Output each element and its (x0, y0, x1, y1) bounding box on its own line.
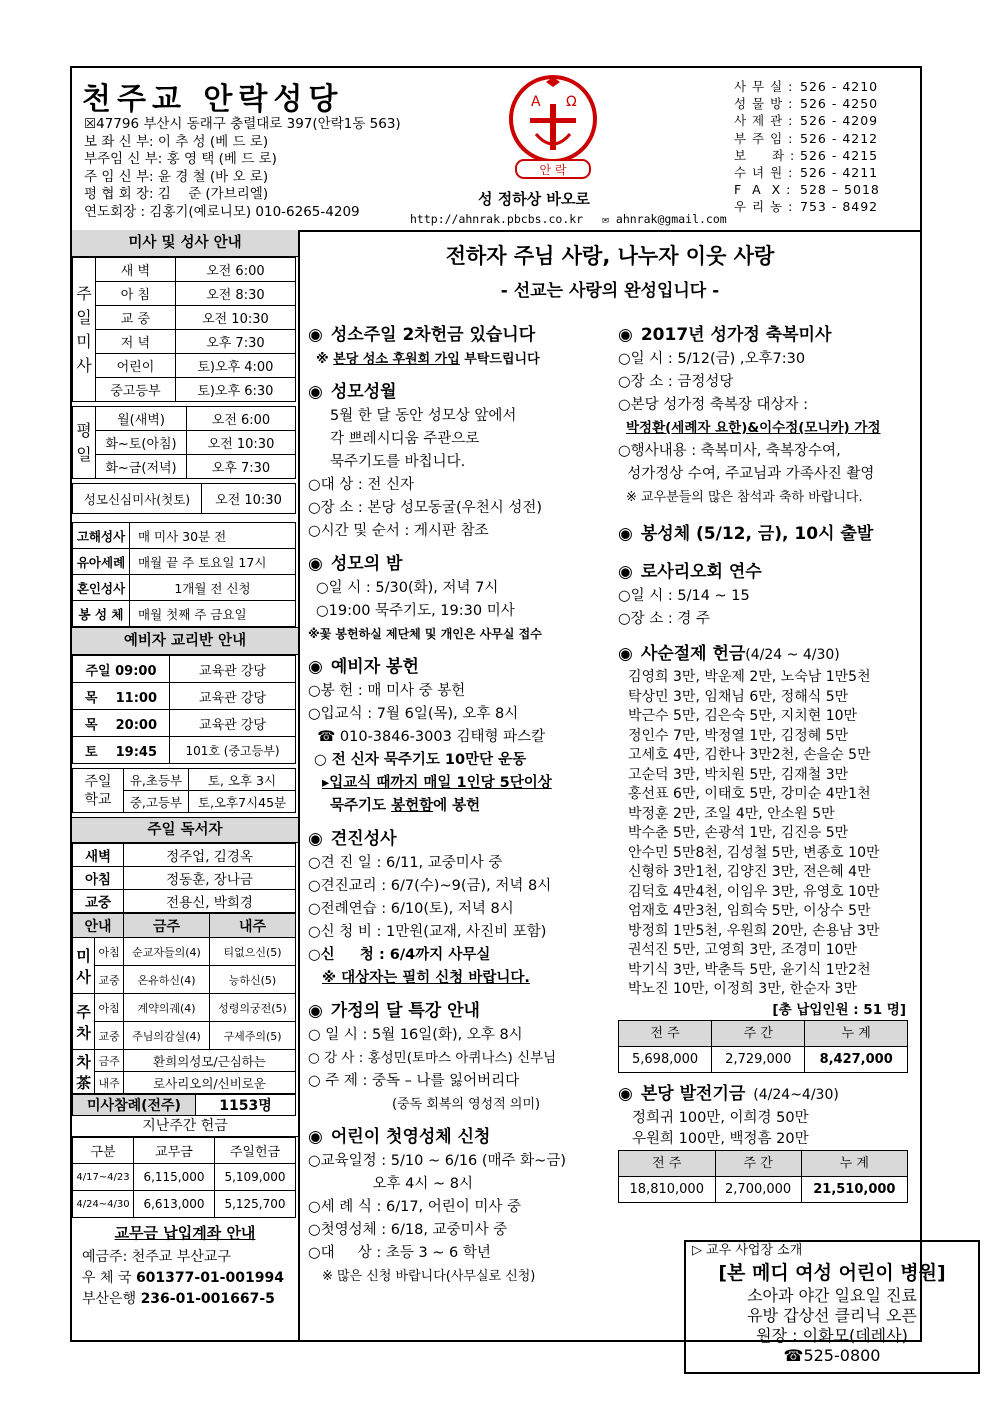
mass-name: 성모신심미사(첫토) (73, 484, 202, 514)
bulletin-header (72, 68, 920, 232)
mass-time: 오전 6:00 (187, 407, 296, 431)
catechumen-head: 예비자 교리반 안내 (72, 627, 298, 655)
phone-row: 사 제 관 : 526 - 4209 (734, 113, 879, 129)
phone-row: 우 리 농 : 753 - 8492 (734, 199, 879, 215)
readers-head: 주일 독서자 (72, 817, 298, 843)
staff-line: 주 임 신 부: 윤 경 철 (바 오 로) (84, 168, 269, 185)
offering-table: 구분 교무금 주일헌금 4/17~4/23 6,115,000 5,109,000 4/24~4/30 6,613,000 5,125,700 (72, 1137, 296, 1218)
mass-time: 오후 7:30 (187, 455, 296, 479)
section-heading: ◉ 성모의 밤 (308, 554, 403, 574)
mass-time: 토)오후 6:30 (175, 378, 295, 402)
bullet-icon: ◉ (308, 829, 323, 849)
mass-time: 오전 10:30 (187, 431, 296, 455)
page-title: 전하자 주님 사랑, 나누자 이웃 사랑 (445, 244, 775, 268)
sunday-school-table: 주일 학교 유,초등부 토, 오후 3시 중,고등부 토,오후7시45분 (72, 768, 296, 813)
section-heading: ◉ 가정의 달 특강 안내 (308, 1001, 480, 1021)
mass-name: 어린이 (96, 354, 176, 378)
phone-row: 부 주 임 : 526 - 4212 (734, 130, 879, 146)
mass-name: 저 녁 (96, 330, 176, 354)
news-column-left: ◉ 성소주일 2차헌금 있습니다 ※ 본당 성소 후원회 가입 부탁드립니다 ◉ 성모성월 5월 한 달 동안 성모상 앞에서 각 쁘레시디움 주관으로 묵주기도를 바칩니다. ○대 상 : 전 신자 ○장 소 : 본당 성모동굴(우천시 성전) ○시간 및 순서 : 게시판 참조 ◉ 성모의 밤 ○일 시 : 5/30(화), 저녁 7시 ○19:00 묵주기도, 19:30 미사 ※꽃 봉헌하실 제단체 및 개인은 사무실 접수 ◉ 예비자 봉헌 ○봉 헌 : 매 미사 중 봉헌 ○입교식 : 7월 6일(목), 오후 8시 ☎ 010-3846-3003 김태형 파스칼 ○ 전 신자 묵주기도 10만단 운동 ▸입교식 때까지 매일 1인당 5단이상 묵주기도 봉헌함에 봉헌 ◉ 견진성사 ○견 진 일 : 6/11, 교중미사 중 ○견진교리 : 6/7(수)~9(금), 저녁 8시 ○전례연습 : 6/10(토), 저녁 8시 ○신 청 비 : 1만원(교재, 사진비 포함) ○신 청 : 6/4까지 사무실 ※ 대상자는 필히 신청 바랍니다. ◉ 가정의 달 특강 안내 ○ 일 시 : 5월 16일(화), 오후 8시 ○ 강 사 : 홍성민(토마스 아퀴나스) 신부님 ○ 주 제 : 중독 – 나를 잃어버리다 (중독 회복의 영성적 의미) ◉ 어린이 첫영성체 신청 ○교육일정 : 5/10 ~ 6/16 (매주 화~금) 오후 4시 ~ 8시 ○세 례 식 : 6/17, 어린이 미사 중 ○첫영성체 : 6/18, 교중미사 중 ○대 상 : 초등 3 ~ 6 학년 ※ 많은 신청 바랍니다(사무실로 신청) (308, 314, 608, 1288)
weekday-label: 평 일 (73, 407, 96, 479)
logo-text: 안 락 (539, 163, 567, 177)
section-heading: ◉ 예비자 봉헌 (308, 657, 419, 677)
contact-line (410, 212, 727, 226)
address: ☒47796 부산시 동래구 충렬대로 397(안락1동 563) (84, 116, 401, 132)
svg-text:A: A (531, 94, 541, 110)
left-sidebar (72, 230, 300, 1342)
first-saturday-table (72, 483, 296, 514)
bullet-icon: ◉ (618, 325, 633, 345)
phone-directory (734, 78, 880, 216)
bullet-icon: ◉ (308, 382, 323, 402)
bullet-icon: ◉ (618, 644, 633, 664)
sunday-mass-table (72, 257, 296, 402)
patron-saint: 성 정하상 바오로 (478, 190, 590, 208)
bullet-icon: ◉ (308, 325, 323, 345)
offering-head: 지난주간 헌금 (72, 1116, 298, 1137)
lent-offering-summary: 전 주 주 간 누 계 5,698,000 2,729,000 8,427,000 (618, 1020, 908, 1073)
section-heading: ◉ 2017년 성가정 축복미사 (618, 325, 832, 345)
section-heading: ◉ 어린이 첫영성체 신청 (308, 1127, 491, 1147)
attendance-table: 미사참례(전주) 1153명 (72, 1094, 296, 1116)
business-ad-box: ▷ 교우 사업장 소개 [본 메디 여성 어린이 병원] 소아과 야간 일요일 진료 유방 갑상선 클리닉 오픈 원장 : 이화모(데레사) ☎525-0800 (684, 1240, 980, 1374)
mass-time: 오전 6:00 (175, 258, 295, 282)
mass-time: 토)오후 4:00 (175, 354, 295, 378)
readers-table: 새벽 정주업, 김경옥 아침 정동훈, 장나금 교중 전용신, 박희경 (72, 843, 296, 913)
mass-name: 아 침 (96, 282, 176, 306)
sacrament-table: 고해성사 매 미사 30분 전 유아세례 매월 끝 주 토요일 17시 혼인성사 1개월 전 신청 봉 성 체 매월 첫째 주 금요일 (72, 522, 296, 627)
mass-time: 오전 10:30 (175, 306, 295, 330)
section-heading: ◉ 사순절제 헌금(4/24 ~ 4/30) (618, 644, 840, 664)
website-link[interactable]: http://ahnrak.pbcbs.co.kr (410, 212, 584, 226)
mass-schedule-head: 미사 및 성사 안내 (72, 230, 298, 257)
weekday-mass-table (72, 406, 296, 479)
page-subtitle: - 선교는 사랑의 완성입니다 - (500, 281, 720, 301)
staff-line: 연도회장 : 김홍기(예로니모) 010-6265-4209 (84, 203, 360, 220)
staff-line: 보 좌 신 부: 이 추 성 (베 드 로) (84, 133, 269, 150)
section-heading: ◉ 견진성사 (308, 829, 397, 849)
bulletin-page (70, 66, 946, 1365)
sunday-label: 주 일 미 사 (73, 258, 96, 402)
mass-time: 오후 7:30 (175, 330, 295, 354)
account-head: 교무금 납입계좌 안내 (114, 1224, 256, 1242)
section-heading: ◉ 로사리오회 연수 (618, 562, 762, 582)
section-heading: ◉ 본당 발전기금 (4/24~4/30) (618, 1083, 839, 1104)
church-name: 천주교 안락성당 (82, 82, 344, 117)
bullet-icon: ◉ (308, 1127, 323, 1147)
bullet-icon: ◉ (308, 1001, 323, 1021)
mass-name: 교 중 (96, 306, 176, 330)
mass-name: 화~금(저녁) (96, 455, 187, 479)
bullet-icon: ◉ (618, 524, 633, 544)
mass-name: 새 벽 (96, 258, 176, 282)
phone-row: 사 무 실 : 526 - 4210 (734, 79, 879, 94)
account-list: 예금주: 천주교 부산교구 우 체 국 601377-01-001994 부산은행 236-01-001667-5 (82, 1249, 284, 1307)
bullet-icon: ◉ (618, 1083, 633, 1104)
mass-name: 월(새벽) (96, 407, 187, 431)
section-heading: ◉ 성모성월 (308, 382, 397, 402)
section-heading: ◉ 성소주일 2차헌금 있습니다 (308, 325, 536, 345)
mass-time: 오전 10:30 (202, 484, 296, 514)
svg-text:Ω: Ω (566, 94, 577, 110)
hymn-table: 안내 금주 내주 미 사 아침 순교자들의(4) 티없으신(5) 교중 온유하신(4) 능하신(5) 주 차 아침 계약의궤(4) 성령의궁전(5) 교중 주님의감실(4) 구세주의(5) 차 茶 금주 환희의성모/근심하는 내주 로사리오의/신비로운 (72, 913, 296, 1094)
email-link[interactable]: ahnrak@gmail.com (615, 212, 727, 226)
mass-name: 중고등부 (96, 378, 176, 402)
news-column-right: ◉ 2017년 성가정 축복미사 ○일 시 : 5/12(금) ,오후7:30 ○장 소 : 금정성당 ○본당 성가정 축복장 대상자 : 박정환(세례자 요한)&이수정(모니카) 가정 ○행사내용 : 축복미사, 축복장수여, 성가정상 수여, 주교님과 가족사진 촬영 ※ 교우분들의 많은 참석과 축하 바랍니다. ◉ 봉성체 (5/12, 금), 10시 출발 ◉ 로사리오회 연수 ○일 시 : 5/14 ~ 15 ○장 소 : 경 주 ◉ 사순절제 헌금(4/24 ~ 4/30) 김영희 3만, 박운제 2만, 노숙남 1만5천 탁상민 3만, 임채님 6만, 정해식 5만 박근수 5만, 김은숙 5만, 지치현 10만 정인수 7만, 박정열 1만, 김정혜 5만 고세호 4만, 김한나 3만2천, 손을순 5만 고순덕 3만, 박치원 5만, 김재철 3만 홍선표 6만, 이태호 5만, 강미순 4만1천 박정훈 2만, 조일 4만, 안소원 5만 박수춘 5만, 손광석 1만, 김진응 5만 안수민 5만8천, 김성철 5만, 변종호 10만 신형하 3만1천, 김양진 3만, 전은혜 4만 김덕호 4만4천, 이임우 3만, 유영호 10만 엄재호 4만3천, 임희숙 5만, 이상수 5만 방정희 1만5천, 우원희 20만, 손용남 3만 권석진 5만, 고영희 3만, 조경미 10만 박기식 3만, 박춘득 5만, 윤기식 1만2천 박노진 10만, 이정희 3만, 한순자 3만 [총 납입인원 : 51 명] 전 주 주 간 누 계 5,698,000 2,729,000 8,427,000 ◉ 본당 발전기금 (4/24~4/30) 정희귀 100만, 이희경 50만 우원희 100만, 백정흠 20만 전 주 주 간 누 계 18,810,000 2,700,000 21,510,000 (618, 314, 914, 1203)
phone-row: 수 녀 원 : 526 - 4211 (734, 165, 879, 181)
section-heading: ◉ 봉성체 (5/12, 금), 10시 출발 (618, 524, 874, 544)
catechumen-table: 주일 09:00 교육관 강당 목 11:00 교육관 강당 목 20:00 교육관 강당 토 19:45 101호 (중고등부) (72, 655, 296, 764)
staff-line: 부주임 신 부: 홍 영 택 (베 드 로) (84, 151, 277, 167)
donor-list: 김영희 3만, 박운제 2만, 노숙남 1만5천 탁상민 3만, 임채님 6만, 정해식 5만 박근수 5만, 김은숙 5만, 지치현 10만 정인수 7만, 박정열 1만, 김정혜 5만 고세호 4만, 김한나 3만2천, 손을순 5만 고순덕 3만, 박치원 5만, 김재철 3만 홍선표 6만, 이태호 5만, 강미순 4만1천 박정훈 2만, 조일 4만, 안소원 5만 박수춘 5만, 손광석 1만, 김진응 5만 안수민 5만8천, 김성철 5만, 변종호 10만 신형하 3만1천, 김양진 3만, 전은혜 4만 김덕호 4만4천, 이임우 3만, 유영호 10만 엄재호 4만3천, 임희숙 5만, 이상수 5만 방정희 1만5천, 우원희 20만, 손용남 3만 권석진 5만, 고영희 3만, 조경미 10만 박기식 3만, 박춘득 5만, 윤기식 1만2천 박노진 10만, 이정희 3만, 한순자 3만 (628, 669, 880, 997)
phone-row: F A X : 528 – 5018 (734, 182, 880, 198)
bullet-icon: ◉ (308, 554, 323, 574)
mass-time: 오전 8:30 (175, 282, 295, 306)
bullet-icon: ◉ (618, 562, 633, 582)
development-fund-summary: 전 주 주 간 누 계 18,810,000 2,700,000 21,510,000 (618, 1150, 908, 1203)
staff-list (84, 116, 401, 221)
staff-line: 평 협 회 장: 김 준 (가브리엘) (84, 186, 269, 202)
mail-icon: ✉ (602, 212, 609, 226)
church-logo (508, 74, 598, 182)
phone-row: 성 물 방 : 526 - 4250 (734, 96, 879, 112)
bullet-icon: ◉ (308, 657, 323, 677)
mass-name: 화~토(아침) (96, 431, 187, 455)
phone-row: 보 좌 : 526 - 4215 (734, 147, 879, 163)
main-content (300, 230, 946, 1365)
